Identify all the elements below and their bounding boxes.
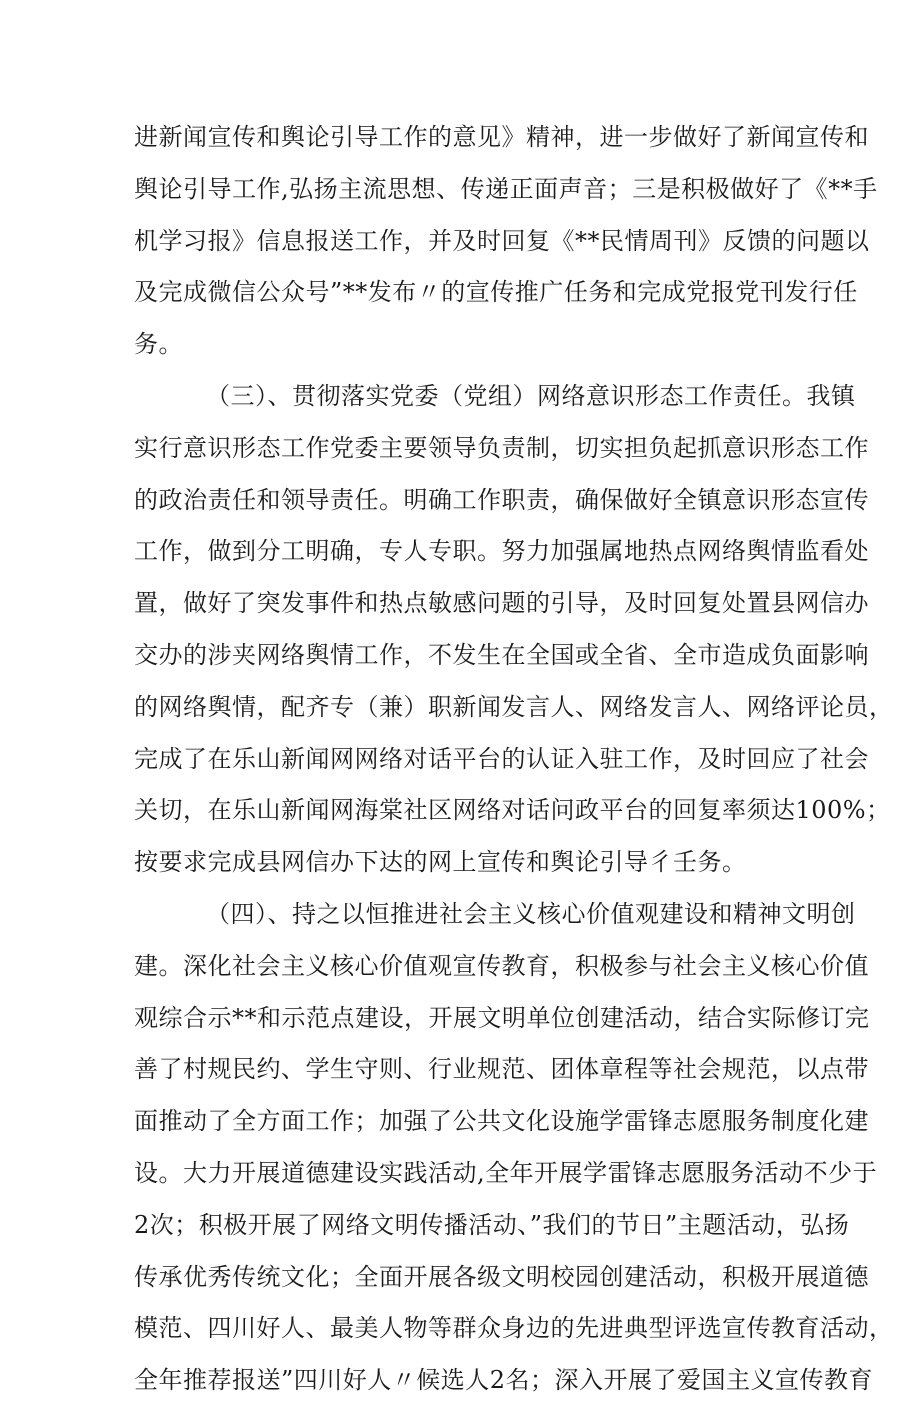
paragraph-2-line-7: 的网络舆情，配齐专（兼）职新闻发言人、网络发言人、网络评论员， [134, 692, 894, 721]
paragraph-1-line-1: 进新闻宣传和舆论引导工作的意见》精神，进一步做好了新闻宣传和 [134, 123, 869, 151]
paragraph-3-line-9: 模范、四川好人、最美人物等群众身边的先进典型评选宣传教育活动， [134, 1314, 894, 1343]
paragraph-2-line-8: 完成了在乐山新闻网网络对话平台的认证入驻工作，及时回应了社会 [134, 744, 869, 773]
paragraph-3-line-4: 善了村规民约、学生守则、行业规范、团体章程等社会规范，以点带 [134, 1055, 869, 1084]
paragraph-3-line-1: （四）、持之以恒推进社会主义核心价值观建设和精神文明创 [206, 899, 856, 928]
paragraph-2-line-6: 交办的涉夹网络舆情工作，不发生在全国或全省、全市造成负面影响 [134, 640, 869, 669]
document-body [134, 112, 894, 1407]
paragraph-3-line-5: 面推动了全方面工作；加强了公共文化设施学雷锋志愿服务制度化建 [134, 1107, 869, 1136]
paragraph-3 [134, 889, 894, 1407]
paragraph-2 [134, 371, 894, 889]
paragraph-1-line-3: 机学习报》信息报送工作，并及时回复《**民情周刊》反馈的问题以 [134, 226, 870, 255]
paragraph-1-line-4: 及完成微信公众号”**发布〃的宣传推广任务和完成党报党刊发行任 [134, 278, 858, 307]
paragraph-2-line-4: 工作，做到分工明确，专人专职。努力加强属地热点网络舆情监看处 [134, 537, 869, 566]
paragraph-2-line-2: 实行意识形态工作党委主要领导负责制，切实担负起抓意识形态工作 [134, 433, 869, 462]
paragraph-2-line-10: 按要求完成县网信办下达的网上宣传和舆论引导彳壬务。 [134, 848, 747, 877]
paragraph-3-line-10: 全年推荐报送”四川好人〃候选人2名；深入开展了爱国主义宣传教育 [134, 1366, 874, 1395]
paragraph-1-line-5: 务。 [134, 330, 183, 359]
paragraph-2-line-9: 关切，在乐山新闻网海棠社区网络对话问政平台的回复率须达100%； [134, 796, 891, 825]
paragraph-3-line-8: 传承优秀传统文化；全面开展各级文明校园创建活动，积极开展道德 [134, 1262, 869, 1291]
paragraph-2-line-3: 的政治责任和领导责任。明确工作职责，确保做好全镇意识形态宣传 [134, 485, 869, 514]
paragraph-1-line-2: 舆论引导工作,弘扬主流思想、传递正面声音；三是积极做好了《**手 [134, 174, 878, 203]
paragraph-3-line-2: 建。深化社会主义核心价值观宣传教育，积极参与社会主义核心价值 [134, 951, 869, 980]
paragraph-2-line-1: （三）、贯彻落实党委（党组）网络意识形态工作责任。我镇 [206, 381, 856, 410]
paragraph-3-line-3: 观综合示**和示范点建设，开展文明单位创建活动，结合实际修订完 [134, 1003, 870, 1032]
paragraph-1 [134, 112, 878, 371]
paragraph-3-line-6: 设。大力开展道德建设实践活动,全年开展学雷锋志愿服务活动不少于 [134, 1158, 878, 1187]
paragraph-3-line-7: 2次；积极开展了网络文明传播活动、”我们的节日”主题活动，弘扬 [134, 1210, 850, 1239]
paragraph-2-line-5: 置，做好了突发事件和热点敏感问题的引导，及时回复处置县网信办 [134, 589, 869, 618]
